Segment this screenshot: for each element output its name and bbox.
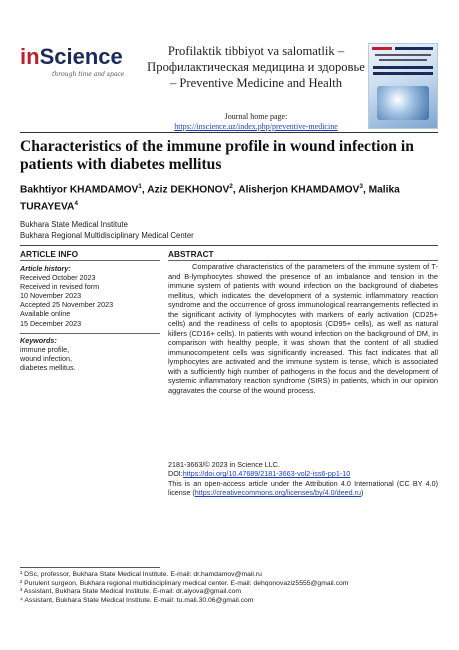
history-line: Available online — [20, 309, 71, 319]
affiliations — [20, 220, 440, 241]
keyword-item: diabetes mellitus. — [20, 363, 76, 373]
journal-home-link[interactable]: https://inscience.uz/index.php/preventive-medicine — [174, 122, 338, 131]
footnote-1: ¹ DSc, professor, Bukhara State Medical Institute. E-mail: dr.hamdamov@mail.ru — [20, 571, 262, 578]
doi-line — [168, 469, 438, 478]
logo-in-text: in — [20, 44, 40, 69]
doi-link[interactable]: https://doi.org/10.47689/2181-3663-vol2-iss6-pp1-10 — [182, 469, 351, 479]
abstract-rule — [168, 260, 438, 261]
author-name: Bakhtiyor KHAMDAMOV — [20, 184, 139, 196]
license-link[interactable]: https://creativecommons.org/licenses/by/4.0/deed.ru — [194, 488, 361, 498]
article-history-label: Article history: — [20, 264, 71, 273]
history-line: Accepted 25 November 2023 — [20, 300, 114, 310]
license-text: This is an open-access article under the Attribution 4.0 International (CC BY 4.0) license ( — [168, 478, 438, 498]
footnote-2: ² Purulent surgeon, Bukhara regional multidisciplinary medical center. E-mail: dehqonovaziz5555@gmail.com — [20, 579, 349, 587]
footnote-4: ⁴ Assistant, Bukhara State Medical Institute. E-mail: tu.mali.30.06@gmail.com — [20, 596, 254, 604]
keyword-item: immune profile, — [20, 345, 70, 355]
keywords-block — [20, 336, 160, 372]
keywords-label: Keywords: — [20, 336, 57, 345]
article-info-rule — [20, 260, 160, 261]
logo-science-text: Science — [39, 44, 123, 69]
article-info-heading: ARTICLE INFO — [20, 249, 79, 259]
footnote-3: ³ Assistant, Bukhara State Medical Institute. E-mail: dr.alyova@gmail.com — [20, 588, 242, 596]
license-line — [168, 479, 438, 498]
author-list: Bakhtiyor KHAMDAMOV$^1$, Aziz DEKHONOV$^2$, Alisherjon KHAMDAMOV$^3$, Malika TURAYEVA$^4$ — [20, 183, 400, 213]
footnotes — [20, 571, 440, 605]
logo-tagline: through time and space — [52, 71, 125, 78]
history-line: 15 December 2023 — [20, 318, 82, 328]
section-divider — [20, 245, 438, 246]
footnote-rule — [20, 567, 160, 568]
history-line: 10 November 2023 — [20, 291, 82, 301]
article-title: Characteristics of the immune profile in wound infection in patients with diabetes mellitus — [20, 138, 414, 173]
keywords-rule — [20, 333, 160, 334]
journal-title: Profilaktik tibbiyot va salomatlik – Профилактическая медицина и здоровье – Preventive Medicine and Health — [147, 44, 365, 90]
history-line: Received October 2023 — [20, 273, 96, 283]
abstract-text: Comparative characteristics of the parameters of the immune system of T- and B-lymphocytes showed the presence of an imbalance and tension in the immune system of patients with wound infection on the background of diabetes mellitus, which indicates the development of a systemic inflammatory reaction syndrome and the occurrence of gross immunological rearrangements reflected in the significant activity of lymphocytes with markers of early activation (CD25+ cells) and the readiness of cells to apoptosis (CD95+ cells), as well as natural killers (CD16+ cells). In patients with wound infection on the background of DM, in comparison with healthy people, it was shown that the content of all studied immunocompetent cells was significantly increased. This fact indicates that all lymphocytes are activated and the immune system is tense, which is associated with a sufficiently high number of pathogens in the focus and the development of systemic inflammatory reaction syndrome (SIRS) in patients, which in our opinion aggravates the course of the wound process. — [168, 262, 438, 395]
header-divider — [20, 132, 438, 133]
license-end: ) — [360, 488, 364, 498]
affiliation-1: Bukhara State Medical Institute — [20, 220, 128, 229]
keyword-item: wound infection, — [20, 354, 72, 364]
copyright-line: 2181-3663/© 2023 in Science LLC. — [168, 460, 280, 469]
author-affiliation-mark: 3 — [359, 183, 363, 190]
affiliation-2: Bukhara Regional Multidisciplinary Medical Center — [20, 230, 194, 240]
abstract-heading: ABSTRACT — [168, 249, 214, 259]
author-affiliation-mark: 4 — [74, 199, 78, 207]
author-name: Aziz DEKHONOV — [147, 184, 230, 196]
history-line: Received in revised form — [20, 282, 100, 292]
copyright-block — [168, 460, 438, 498]
doi-label: DOI: — [168, 469, 183, 479]
article-history — [20, 264, 160, 328]
journal-home-label: Journal home page: — [224, 112, 288, 121]
journal-cover-thumbnail — [368, 43, 438, 129]
author-name: Malika TURAYEVA — [20, 184, 400, 213]
author-affiliation-mark: 1 — [138, 183, 142, 190]
author-affiliation-mark: 2 — [229, 183, 233, 190]
publisher-logo — [20, 44, 138, 84]
author-name: Alisherjon KHAMDAMOV — [238, 184, 360, 196]
